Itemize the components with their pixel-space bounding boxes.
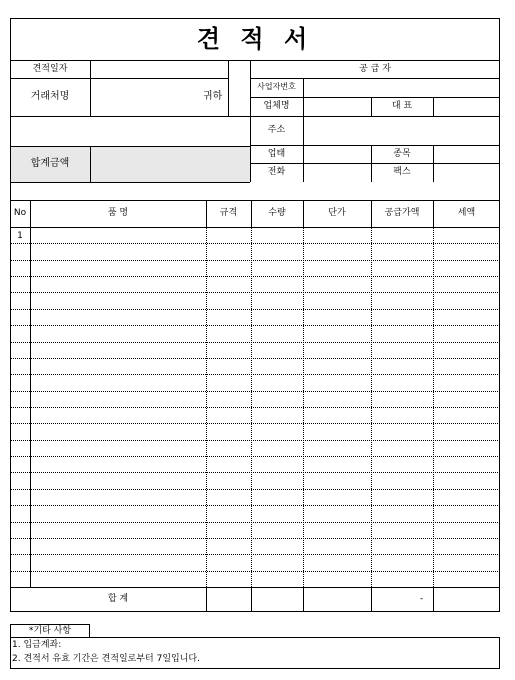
rule xyxy=(250,145,500,146)
rule xyxy=(10,146,250,147)
column-separator xyxy=(206,200,207,227)
column-separator xyxy=(30,200,31,227)
fax-label: 팩스 xyxy=(393,167,411,177)
table-row-line xyxy=(10,440,500,441)
column-separator xyxy=(303,200,304,227)
rule xyxy=(228,60,229,116)
rule xyxy=(90,60,91,116)
title-divider xyxy=(10,60,500,61)
table-row-line xyxy=(10,505,500,506)
table-row-line xyxy=(10,538,500,539)
table-row-line xyxy=(10,391,500,392)
column-separator xyxy=(433,200,434,227)
rule xyxy=(10,200,500,201)
table-row-line xyxy=(10,292,500,293)
table-row-line xyxy=(10,260,500,261)
rule xyxy=(303,78,304,182)
total-amount-label: 합계금액 xyxy=(30,158,70,169)
column-separator xyxy=(371,200,372,227)
reg-no-label: 사업자번호 xyxy=(257,82,296,91)
note-line-1: 1. 입금계좌: xyxy=(12,640,62,650)
table-row-line xyxy=(10,522,500,523)
rule xyxy=(433,145,434,182)
table-row-line xyxy=(10,243,500,244)
table-row-line xyxy=(10,276,500,277)
business-type-label: 업태 xyxy=(267,149,286,159)
table-row-line xyxy=(10,489,500,490)
column-header-4: 단가 xyxy=(328,208,346,218)
rule xyxy=(10,587,500,588)
table-row-line xyxy=(10,325,500,326)
rule xyxy=(250,116,500,117)
company-name-label: 업체명 xyxy=(263,101,290,111)
table-row-line xyxy=(10,407,500,408)
table-row-line xyxy=(10,456,500,457)
column-header-5: 공급가액 xyxy=(384,208,420,218)
table-row-line xyxy=(10,571,500,572)
column-header-6: 세액 xyxy=(457,208,476,218)
honorific-suffix: 귀하 xyxy=(203,91,223,102)
table-row-line xyxy=(10,472,500,473)
rule xyxy=(10,227,500,228)
column-separator xyxy=(303,587,304,612)
rule xyxy=(250,163,500,164)
column-separator xyxy=(433,587,434,612)
column-header-2: 규격 xyxy=(219,208,238,218)
column-header-0: No xyxy=(13,208,27,218)
table-row-line xyxy=(10,554,500,555)
notes-box xyxy=(10,637,500,669)
quote-date-label: 견적일자 xyxy=(32,64,68,74)
address-label: 주소 xyxy=(267,125,286,135)
column-separator xyxy=(251,587,252,612)
rule xyxy=(433,97,434,116)
ceo-label: 대 표 xyxy=(391,101,413,111)
table-row-line xyxy=(10,423,500,424)
first-row-number: 1 xyxy=(17,231,23,241)
phone-label: 전화 xyxy=(267,167,286,177)
column-header-3: 수량 xyxy=(268,208,286,218)
rule xyxy=(10,182,250,183)
table-row-line xyxy=(10,342,500,343)
table-total-label: 합 계 xyxy=(107,594,129,604)
table-row-line xyxy=(10,358,500,359)
note-line-2: 2. 견적서 유효 기간은 견적일로부터 7일입니다. xyxy=(12,654,200,664)
notes-header: *기타 사항 xyxy=(28,626,72,636)
column-header-1: 품 명 xyxy=(107,208,129,218)
column-separator xyxy=(206,587,207,612)
rule xyxy=(10,116,250,117)
rule xyxy=(250,97,500,98)
supplier-header: 공 급 자 xyxy=(359,64,391,74)
column-separator xyxy=(251,200,252,227)
document-title: 견 적 서 xyxy=(196,25,314,53)
client-name-label: 거래처명 xyxy=(30,91,70,102)
rule xyxy=(90,146,91,182)
table-row-line xyxy=(10,374,500,375)
table-total-amount: - xyxy=(420,594,424,604)
rule xyxy=(250,78,500,79)
column-separator xyxy=(371,587,372,612)
business-item-label: 종목 xyxy=(393,149,411,159)
rule xyxy=(10,78,228,79)
table-row-line xyxy=(10,309,500,310)
